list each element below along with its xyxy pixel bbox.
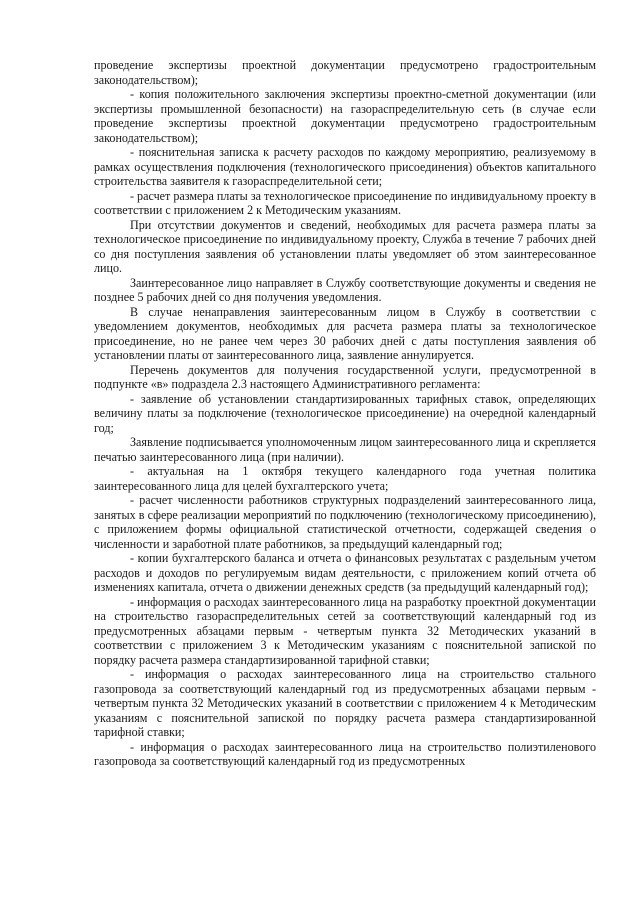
paragraph: - заявление об установлении стандартизированных тарифных ставок, определяющих величину платы за подключение (технологическое присоединение) на очередной календарный год; xyxy=(94,391,596,435)
paragraph: - информация о расходах заинтересованного лица на разработку проектной документации на строительство газораспределительных сетей за соответствующий календарный год из предусмотренных абзацами первым - четвертым пункта 32 Методических указаний в соответствии с приложением 3 к Методическим указаниям с пояснительной запиской по порядку расчета размера стандартизированной тарифной ставки; xyxy=(94,594,596,667)
paragraph: - расчет размера платы за технологическое присоединение по индивидуальному проекту в соответствии с приложением 2 к Методическим указаниям. xyxy=(94,188,597,217)
paragraph: проведение экспертизы проектной документации предусмотрено градостроительным законодательством); xyxy=(94,58,596,87)
paragraph: - копия положительного заключения экспертизы проектно-сметной документации (или экспертизы промышленной безопасности) на газораспределительную сеть (в случае если проведение экспертизы проектной документации предусмотрено градостроительным законодательством); xyxy=(94,87,596,145)
paragraph: Заявление подписывается уполномоченным лицом заинтересованного лица и скрепляется печатью заинтересованного лица (при наличии). xyxy=(94,435,596,464)
paragraph: - пояснительная записка к расчету расходов по каждому мероприятию, реализуемому в рамках осуществления подключения (технологического присоединения) объектов капитального строительства заявителя к газораспределительной сети; xyxy=(94,145,596,188)
paragraph: - копии бухгалтерского баланса и отчета о финансовых результатах с раздельным учетом расходов и доходов по регулируемым видам деятельности, с приложением копий отчета об изменениях капитала, отчета о движении денежных средств (за предыдущий календарный год); xyxy=(94,551,596,594)
paragraph: - актуальная на 1 октября текущего календарного года учетная политика заинтересованного лица для целей бухгалтерского учета; xyxy=(94,464,596,493)
paragraph: Перечень документов для получения государственной услуги, предусмотренной в подпункте «в» подраздела 2.3 настоящего Административного регламента: xyxy=(94,362,596,391)
paragraph: В случае ненаправления заинтересованным лицом в Службу в соответствии с уведомлением документов, необходимых для расчета размера платы за технологическое присоединение, но не ранее чем через 30 рабочих дней с даты поступления заявления об установлении платы от заинтересованного лица, заявление аннулируется. xyxy=(94,304,596,362)
paragraph: При отсутствии документов и сведений, необходимых для расчета размера платы за технологическое присоединение по индивидуальному проекту, Служба в течение 7 рабочих дней со дня поступления заявления об установлении платы уведомляет об этом заинтересованное лицо. xyxy=(94,217,596,275)
paragraph: - информация о расходах заинтересованного лица на строительство стального газопровода за соответствующий календарный год из предусмотренных абзацами первым - четвертым пункта 32 Методических указаний в соответствии с приложением 4 к Методическим указаниям с пояснительной запиской по порядку расчета размера стандартизированной тарифной ставки; xyxy=(94,667,596,739)
paragraph: - расчет численности работников структурных подразделений заинтересованного лица, занятых в сфере реализации мероприятий по подключению (технологическому присоединению), с приложением формы официальной статистической отчетности, содержащей сведения о численности и заработной плате работников, за предыдущий календарный год; xyxy=(94,493,596,551)
paragraph: - информация о расходах заинтересованного лица на строительство полиэтиленового газопровода за соответствующий календарный год из предусмотренных xyxy=(94,739,596,768)
paragraph: Заинтересованное лицо направляет в Службу соответствующие документы и сведения не позднее 5 рабочих дней со дня получения уведомления. xyxy=(94,275,596,304)
